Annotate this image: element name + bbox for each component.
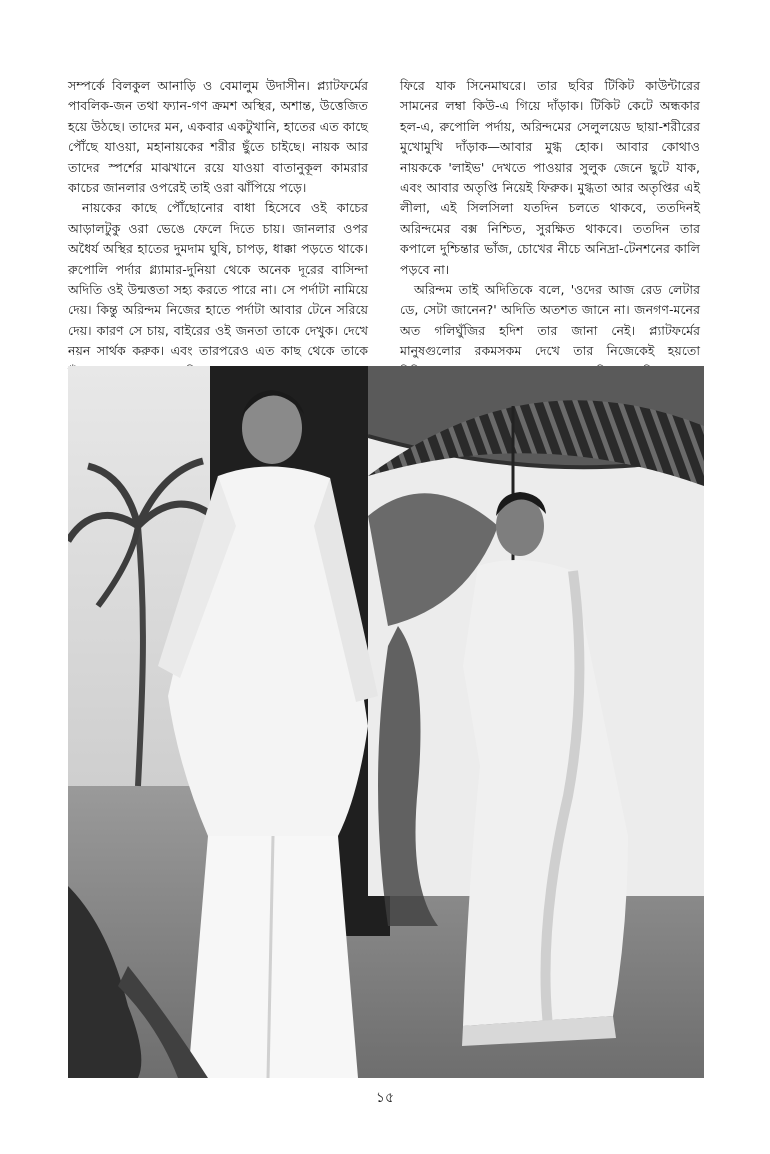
paragraph: সম্পর্কে বিলকুল আনাড়ি ও বেমালুম উদাসীন। প্ল্যাটফর্মের পাবলিক-জন তথা ফ্যান-গণ ক্রমশ অস্থির, অশান্ত, উত্তেজিত হয়ে উঠছে। তাদের মন, একবার একটুখানি, হাতের এত কাছে পৌঁছে যাওয়া, মহানায়কের শরীর ছুঁতে চাইছে। নায়ক আর তাদের স্পর্শের মাঝখানে রয়ে যাওয়া বাতানুকূল কামরার কাচের জানলার ওপরেই তাই ওরা ঝাঁপিয়ে পড়ে। — [68, 78, 368, 196]
text-column-left — [68, 76, 368, 382]
page-number: ১৫ — [375, 1090, 395, 1106]
paragraph: অরিন্দম তাই অদিতিকে বলে, 'ওদের আজ রেড লেটার ডে, সেটা জানেন?' অদিতি অতশত জানে না। জনগণ-মনের অত গলিঘুঁজির হদিশ তার জানা নেই। প্ল্যাটফর্মের মানুষগুলোর রকমসকম দেখে তার নিজেকেই হয়তো — [400, 282, 700, 359]
film-still-photo — [68, 366, 704, 1078]
text-column-right — [400, 76, 700, 403]
paragraph: ফিরে যাক সিনেমাঘরে। তার ছবির টিকিট কাউন্টারের সামনের লম্বা কিউ-এ গিয়ে দাঁড়াক। টিকিট কেটে অন্ধকার হল-এ, রুপোলি পর্দায়, অরিন্দমের সেলুলয়েড ছায়া-শরীরের মুখোমুখি দাঁড়াক—আবার মুগ্ধ হোক। আবার কোথাও নায়ককে 'লাইভ' দেখতে পাওয়ার সুলুক জেনে ছুটে যাক, এবং আবার অতৃপ্তি নিয়েই ফিরুক। মুগ্ধতা আর অতৃপ্তির এই লীলা, এই সিলসিলা যতদিন চলতে থাকবে, ততদিনই অরিন্দমের বক্স নিশ্চিত, সুরক্ষিত থাকবে। ততদিন তার কপালে দুশ্চিন্তার ভাঁজ, চোখের নীচে অনিদ্রা-টেনশনের কালি পড়বে না। — [400, 78, 700, 277]
paragraph: নায়কের কাছে পৌঁছোনোর বাধা হিসেবে ওই কাচের আড়ালটুকু ওরা ভেঙে ফেলে দিতে চায়। জানলার ওপর অধৈর্য অস্থির হাতের দুমদাম ঘুষি, চাপড়, ধাক্কা পড়তে থাকে। রুপোলি পর্দার গ্ল্যামার-দুনিয়া থেকে অনেক দূরের বাসিন্দা অদিতি ওই উন্মত্ততা সহ্য করতে পারে না। সে পর্দাটা নামিয়ে দেয়। কিন্তু অরিন্দম নিজের হাতে পর্দাটা আবার টেনে সরিয়ে দেয়। কারণ সে চায়, বাইরের ওই জনতা তাকে দেখুক। দেখে নয়ন সার্থক করুক। এবং তারপরেও এত কাছ থেকে তাকে — [68, 200, 368, 359]
film-still-illustration — [68, 366, 704, 1078]
